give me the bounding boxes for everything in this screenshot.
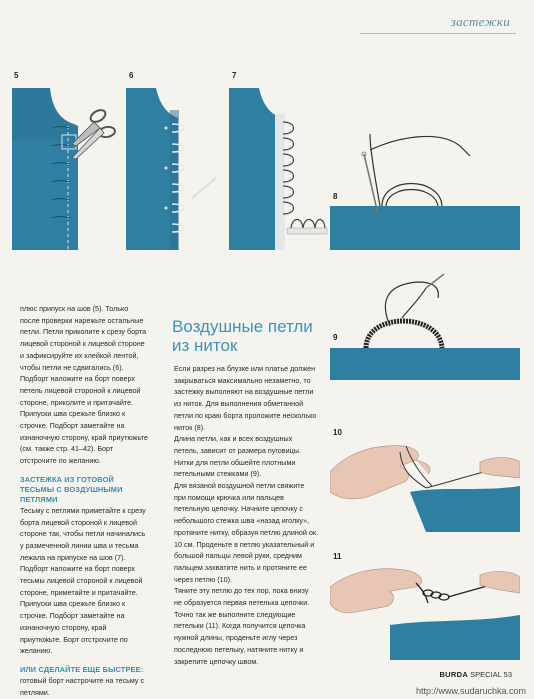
illustration-fig5-scissors (12, 80, 117, 250)
col1-subheading-quick: ИЛИ СДЕЛАЙТЕ ЕЩЕ БЫСТРЕЕ: (20, 664, 144, 674)
col2-paragraph-4: Тяните эту петлю до тех пор, пока внизу не образуется первая петелька цепочки. Точно так же выполните следующие петельки (11). Когда получится цепочка нужной длины, проденьте иглу через последнюю петельку, натяните нитку и закрепите цепочку швом. (174, 586, 310, 666)
figure-number-7: 7 (232, 71, 237, 80)
section-title: Воздушные петли из ниток (172, 317, 313, 355)
illustration-fig10-hands-chain (330, 432, 520, 532)
brand-name: BURDA (439, 670, 469, 679)
figure-number-5: 5 (14, 71, 19, 80)
col1-paragraph-1: плюс припуск на шов (5). Только после проверки нарежьте остальные петли. Петли приколите к срезу борта лицевой стороной к лицевой стороне и зафиксируйте их клейкой лентой, чтобы петли не сдвигались (6). Подборт наложите на борт поверх петель лицевой стороной к лицевой стороне, приколите и притачайте. Припуски шва срежьте близко к строчке. Подборт заметайте на изнаночную сторону, край приутюжьте (см. также стр. 41–42). Борт отстрочите по желанию. (20, 304, 148, 466)
figure-number-6: 6 (129, 71, 134, 80)
text-column-2 (174, 363, 318, 667)
illustration-fig8-thread-loops (330, 130, 520, 250)
illustration-fig11-hands-chain (330, 555, 520, 660)
brand-edition: SPECIAL (470, 670, 502, 679)
col1-subheading-tape: ЗАСТЕЖКА ИЗ ГОТОВОЙ ТЕСЬМЫ С ВОЗДУШНЫМИ ПЕТЛЯМИ (20, 474, 123, 504)
figure-number-11: 11 (333, 552, 342, 561)
col2-paragraph-3: Для вязаной воздушной петли свяжите при помощи крючка или пальцев петельную цепочку. Начните цепочку с небольшого стежка шва «назад иголку», протяните нитку, образуя петлю длиной ок. 10 см. Проденьте в петлю указательный и большой пальцы левой руки, средним пальцем захватите нить и протяните ее через петлю (10). (174, 481, 319, 584)
figure-number-9: 9 (333, 333, 338, 342)
text-column-1 (20, 303, 148, 698)
illustration-fig9-buttonhole-stitches (330, 268, 520, 380)
col1-paragraph-2: Тесьму с петлями приметайте к срезу борта лицевой стороной к лицевой стороне так, чтобы петли начинались у размеченной линии шва и тесьма лежала на припуске на шов (7). Подборт наложите на борт поверх тесьмы лицевой стороной к лицевой стороне, приметайте и притачайте. Припуски шва срежьте близко к строчке. Подборт заметайте на изнаночную сторону, край приутюжьте. Борт отстрочите по желанию. (20, 505, 146, 656)
scissors-icon (72, 108, 116, 159)
col2-paragraph-2: Длина петли, как и всех воздушных петель, зависит от размера пуговицы. Нитки для петли обшейте плотными петельными стежками (9). (174, 434, 301, 479)
watermark-url: http://www.sudaruchka.com (415, 686, 526, 696)
figure-number-8: 8 (333, 192, 338, 201)
figure-number-10: 10 (333, 428, 342, 437)
col1-paragraph-3: готовый борт настрочите на тесьму с петлями. (20, 675, 145, 697)
illustration-fig6-loops-taped (126, 80, 226, 250)
illustration-fig7-ready-tape (229, 80, 329, 250)
footer-brand (439, 670, 512, 679)
header-rule (360, 33, 516, 34)
page-number: 53 (503, 670, 512, 679)
section-tag: застежки (450, 14, 510, 29)
col2-paragraph-1: Если разрез на блузке или платье должен закрываться максимально незаметно, то застежку выполняют на воздушные петли из ниток. Для выполнения обметанной петли по краю борта проложите несколько ниток (8). (174, 364, 317, 432)
